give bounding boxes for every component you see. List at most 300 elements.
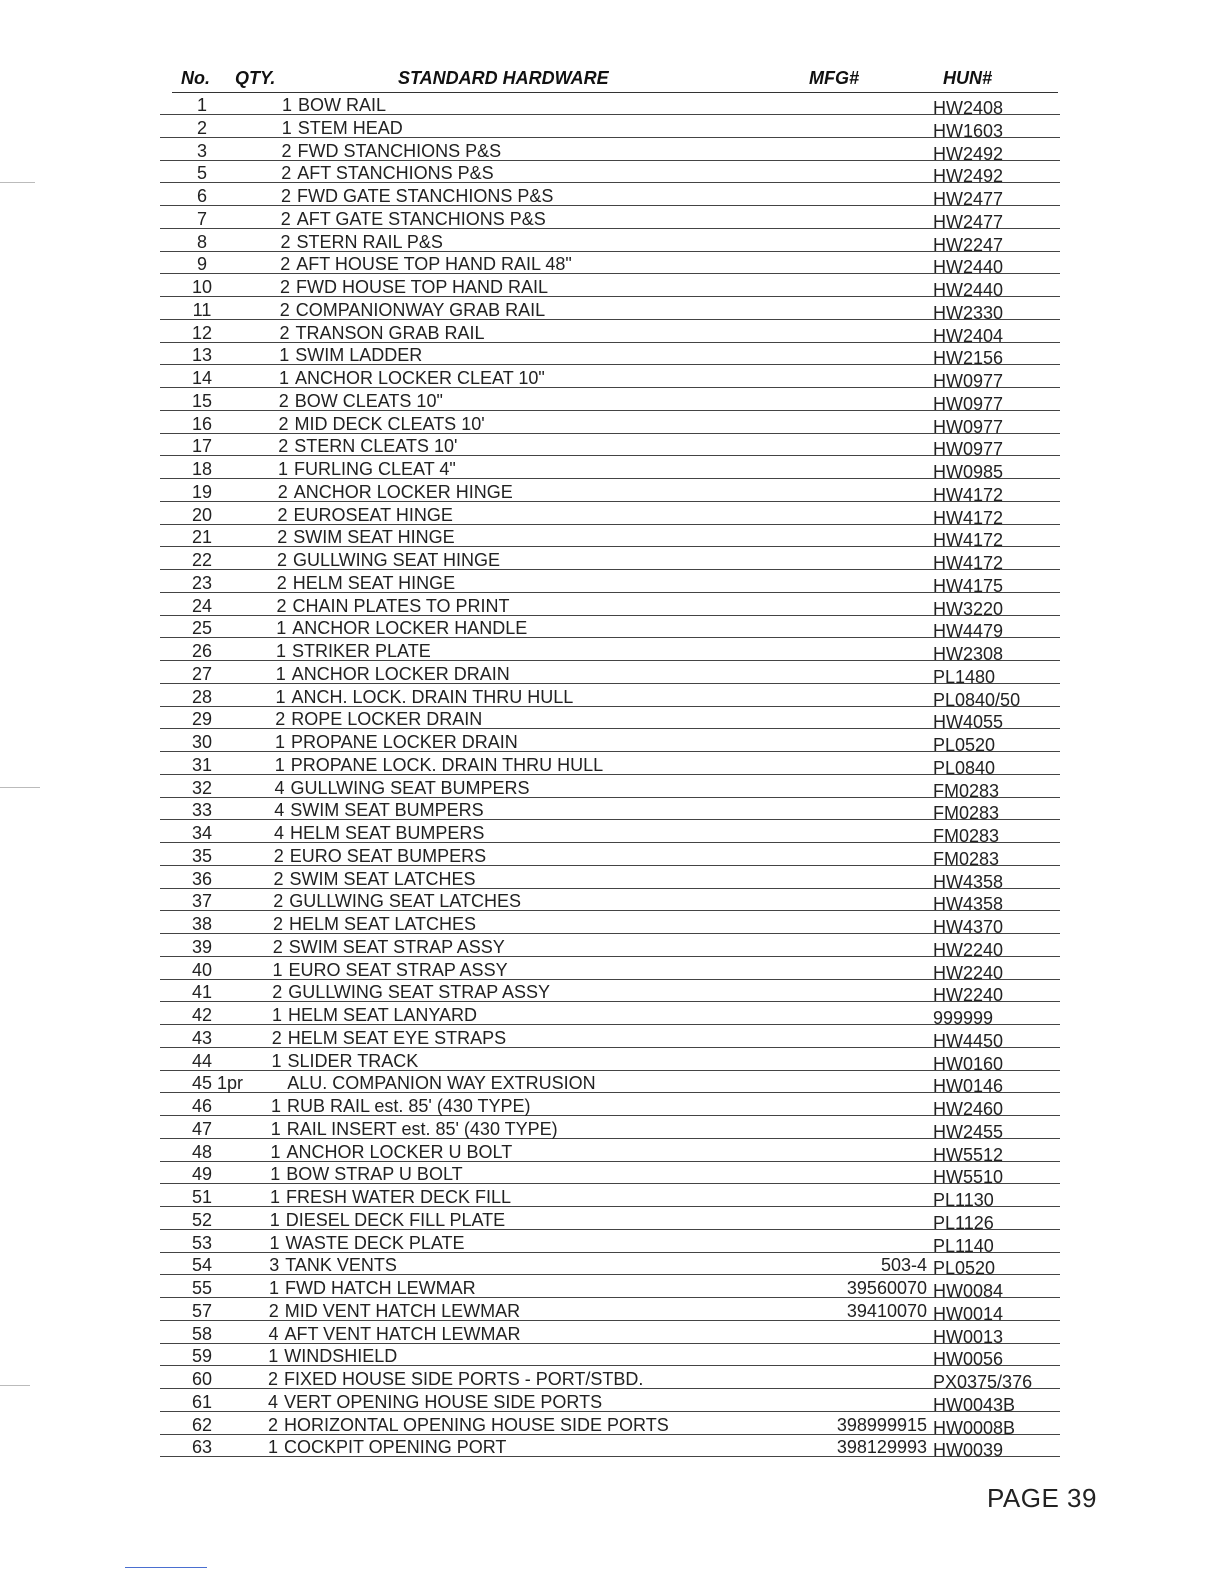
row-number: 34 bbox=[191, 823, 213, 843]
table-row bbox=[160, 1207, 1060, 1233]
scan-margin-mark bbox=[0, 1385, 30, 1386]
row-hun-number: PL1140 bbox=[933, 1235, 994, 1256]
row-description: ANCH. LOCK. DRAIN THRU HULL bbox=[291, 686, 574, 707]
row-number: 54 bbox=[191, 1255, 213, 1276]
row-hun-number: FM0283 bbox=[933, 780, 1000, 801]
table-row bbox=[160, 1343, 1060, 1370]
row-qty: 2 bbox=[278, 413, 289, 434]
table-row bbox=[160, 251, 1060, 278]
row-qty: 1 bbox=[268, 1437, 279, 1458]
row-hun-number: HW2240 bbox=[933, 962, 1004, 983]
row-description: ALU. COMPANION WAY EXTRUSION bbox=[287, 1073, 596, 1094]
row-hun-number: FM0283 bbox=[933, 848, 1000, 869]
row-number: 37 bbox=[191, 891, 213, 912]
row-hun-number: HW4358 bbox=[933, 871, 1004, 892]
row-description: ANCHOR LOCKER HANDLE bbox=[292, 618, 528, 639]
row-qty: 4 bbox=[274, 777, 285, 798]
row-hun-number: HW2408 bbox=[933, 98, 1004, 118]
row-number: 38 bbox=[191, 914, 213, 934]
row-number: 20 bbox=[191, 504, 213, 525]
row-qty: 2 bbox=[278, 436, 289, 457]
row-description: SWIM SEAT LATCHES bbox=[289, 868, 476, 889]
table-row bbox=[160, 456, 1060, 482]
row-number: 63 bbox=[191, 1437, 213, 1458]
row-hun-number: FM0283 bbox=[933, 803, 1000, 824]
row-number: 1 bbox=[196, 95, 207, 115]
row-qty: 2 bbox=[276, 595, 287, 616]
table-row bbox=[160, 911, 1060, 937]
row-number: 28 bbox=[191, 686, 213, 707]
row-hun-number: HW2477 bbox=[933, 211, 1004, 232]
row-number: 59 bbox=[191, 1346, 213, 1367]
row-number: 6 bbox=[196, 186, 207, 206]
row-hun-number: HW2460 bbox=[933, 1099, 1004, 1119]
table-row bbox=[160, 115, 1060, 141]
row-hun-number: HW0146 bbox=[933, 1076, 1004, 1097]
row-description: RUB RAIL est. 85' (430 TYPE) bbox=[287, 1096, 531, 1116]
row-number: 33 bbox=[191, 800, 213, 821]
row-qty: 2 bbox=[277, 481, 288, 502]
row-mfg-number: 398129993 bbox=[836, 1437, 927, 1458]
row-hun-number: HW1603 bbox=[933, 120, 1004, 141]
row-qty: 2 bbox=[271, 1027, 282, 1048]
table-row bbox=[160, 160, 1060, 187]
row-hun-number: HW2477 bbox=[933, 189, 1004, 209]
row-qty: 2 bbox=[280, 208, 291, 229]
row-qty: 1 bbox=[271, 1096, 282, 1116]
row-description: AFT VENT HATCH LEWMAR bbox=[284, 1323, 521, 1344]
row-number: 52 bbox=[191, 1209, 213, 1230]
row-hun-number: HW0013 bbox=[933, 1326, 1004, 1347]
row-number: 7 bbox=[196, 208, 207, 229]
row-description: FWD HOUSE TOP HAND RAIL bbox=[296, 277, 549, 297]
table-row bbox=[160, 684, 1060, 710]
row-qty: 2 bbox=[275, 709, 286, 730]
row-description: AFT STANCHIONS P&S bbox=[297, 163, 494, 184]
row-number: 12 bbox=[191, 322, 213, 343]
row-description: AFT HOUSE TOP HAND RAIL 48" bbox=[296, 254, 572, 275]
row-number: 19 bbox=[191, 481, 213, 502]
row-number: 40 bbox=[191, 959, 213, 980]
row-description: SWIM SEAT HINGE bbox=[293, 527, 455, 548]
row-number: 36 bbox=[191, 868, 213, 889]
row-number: 31 bbox=[191, 754, 213, 775]
row-description: MID VENT HATCH LEWMAR bbox=[284, 1300, 521, 1321]
row-qty: 2 bbox=[276, 572, 287, 593]
row-description: MID DECK CLEATS 10' bbox=[294, 413, 485, 434]
row-qty: 1 bbox=[270, 1187, 281, 1207]
row-description: EURO SEAT BUMPERS bbox=[289, 845, 487, 866]
row-hun-number: HW4172 bbox=[933, 484, 1004, 505]
row-hun-number: HW0056 bbox=[933, 1349, 1004, 1370]
table-row bbox=[160, 183, 1060, 209]
scan-bottom-mark bbox=[125, 1567, 207, 1568]
row-description: ANCHOR LOCKER DRAIN bbox=[291, 663, 510, 684]
row-hun-number: HW0160 bbox=[933, 1053, 1004, 1074]
row-number: 55 bbox=[191, 1278, 213, 1298]
row-description: FWD STANCHIONS P&S bbox=[297, 140, 502, 161]
row-hun-number: HW4370 bbox=[933, 917, 1004, 937]
table-row bbox=[160, 775, 1060, 801]
table-row bbox=[160, 1161, 1060, 1188]
row-hun-number: HW4172 bbox=[933, 553, 1004, 573]
row-qty: 1 bbox=[278, 459, 289, 479]
row-description: AFT GATE STANCHIONS P&S bbox=[296, 208, 546, 229]
row-hun-number: HW2492 bbox=[933, 166, 1004, 187]
row-description: HELM SEAT LANYARD bbox=[288, 1005, 478, 1025]
table-row bbox=[160, 752, 1060, 778]
row-hun-number: HW4175 bbox=[933, 575, 1004, 596]
row-hun-number: HW2308 bbox=[933, 644, 1004, 664]
row-qty: 1 bbox=[272, 959, 283, 980]
row-hun-number: HW5512 bbox=[933, 1144, 1004, 1165]
row-description: STERN RAIL P&S bbox=[296, 231, 443, 252]
row-description: BOW RAIL bbox=[298, 95, 387, 115]
table-row bbox=[160, 934, 1060, 960]
row-hun-number: HW4055 bbox=[933, 712, 1004, 733]
row-qty: 2 bbox=[268, 1414, 279, 1435]
table-row bbox=[160, 1048, 1060, 1074]
row-number: 16 bbox=[191, 413, 213, 434]
row-qty: 1 bbox=[275, 663, 286, 684]
row-number: 8 bbox=[196, 231, 207, 252]
table-row bbox=[160, 957, 1060, 983]
row-qty: 2 bbox=[281, 163, 292, 184]
row-description: WINDSHIELD bbox=[284, 1346, 398, 1367]
table-row bbox=[160, 274, 1060, 300]
table-row bbox=[160, 615, 1060, 642]
row-description: VERT OPENING HOUSE SIDE PORTS bbox=[284, 1391, 603, 1412]
table-row bbox=[160, 1252, 1060, 1279]
table-row bbox=[160, 502, 1060, 528]
row-description: DIESEL DECK FILL PLATE bbox=[285, 1209, 506, 1230]
row-hun-number: HW0014 bbox=[933, 1303, 1004, 1324]
table-row bbox=[160, 888, 1060, 915]
row-mfg-number: 39560070 bbox=[846, 1278, 927, 1298]
row-hun-number: PL0520 bbox=[933, 735, 996, 755]
row-qty: 1 bbox=[281, 117, 292, 138]
row-hun-number: HW2240 bbox=[933, 985, 1004, 1006]
row-number: 5 bbox=[196, 163, 207, 184]
row-hun-number: HW0977 bbox=[933, 416, 1004, 437]
table-row bbox=[160, 661, 1060, 687]
row-qty: 1 bbox=[270, 1141, 281, 1162]
row-description: GULLWING SEAT BUMPERS bbox=[290, 777, 530, 798]
row-description: EURO SEAT STRAP ASSY bbox=[288, 959, 508, 980]
row-description: STERN CLEATS 10' bbox=[294, 436, 458, 457]
row-qty: 2 bbox=[278, 390, 289, 411]
row-hun-number: HW2156 bbox=[933, 348, 1004, 369]
row-qty: 4 bbox=[274, 823, 285, 843]
table-row bbox=[160, 843, 1060, 869]
table-row bbox=[160, 479, 1060, 505]
row-hun-number: HW4450 bbox=[933, 1030, 1004, 1051]
row-description: RAIL INSERT est. 85' (430 TYPE) bbox=[286, 1118, 558, 1139]
row-description: SWIM SEAT BUMPERS bbox=[290, 800, 484, 821]
row-description: FURLING CLEAT 4" bbox=[294, 459, 456, 479]
row-description: SWIM SEAT STRAP ASSY bbox=[288, 936, 505, 957]
row-qty: 2 bbox=[277, 550, 288, 570]
row-number: 2 bbox=[196, 117, 207, 138]
row-hun-number: HW2330 bbox=[933, 302, 1004, 323]
row-hun-number: 999999 bbox=[933, 1008, 994, 1028]
row-description: FIXED HOUSE SIDE PORTS - PORT/STBD. bbox=[284, 1369, 644, 1389]
row-description: STRIKER PLATE bbox=[292, 641, 431, 661]
table-row bbox=[160, 388, 1060, 414]
row-number: 13 bbox=[191, 345, 213, 366]
row-description: TRANSON GRAB RAIL bbox=[295, 322, 485, 343]
row-description: GULLWING SEAT STRAP ASSY bbox=[288, 982, 550, 1003]
row-hun-number: HW0977 bbox=[933, 393, 1004, 414]
row-hun-number: PL0840 bbox=[933, 757, 996, 778]
row-qty: 2 bbox=[277, 527, 288, 548]
row-number: 21 bbox=[191, 527, 213, 548]
row-qty: 2 bbox=[268, 1300, 279, 1321]
row-qty: 1 bbox=[282, 95, 293, 115]
row-qty: 4 bbox=[274, 800, 285, 821]
row-hun-number: HW0985 bbox=[933, 462, 1004, 482]
row-number: 48 bbox=[191, 1141, 213, 1162]
row-number: 49 bbox=[191, 1164, 213, 1185]
row-hun-number: HW0084 bbox=[933, 1281, 1004, 1301]
table-row bbox=[160, 524, 1060, 551]
row-description: STEM HEAD bbox=[297, 117, 403, 138]
row-hun-number: HW5510 bbox=[933, 1167, 1004, 1188]
row-qty: 2 bbox=[268, 1369, 279, 1389]
table-row bbox=[160, 229, 1060, 255]
row-hun-number: HW4172 bbox=[933, 530, 1004, 551]
row-hun-number: PL0840/50 bbox=[933, 689, 1021, 710]
row-qty: 2 bbox=[273, 914, 284, 934]
row-hun-number: HW2404 bbox=[933, 325, 1004, 346]
row-number: 44 bbox=[191, 1050, 213, 1071]
row-description: CHAIN PLATES TO PRINT bbox=[292, 595, 510, 616]
row-number: 60 bbox=[191, 1369, 213, 1389]
row-qty: 2 bbox=[281, 186, 292, 206]
row-number: 51 bbox=[191, 1187, 213, 1207]
row-qty: 3 bbox=[269, 1255, 280, 1276]
row-description: FWD HATCH LEWMAR bbox=[285, 1278, 476, 1298]
row-number: 22 bbox=[191, 550, 213, 570]
table-row bbox=[160, 638, 1060, 664]
table-row bbox=[160, 320, 1060, 346]
header-mfg: MFG# bbox=[809, 68, 860, 88]
row-hun-number: HW4358 bbox=[933, 894, 1004, 915]
scan-margin-mark bbox=[0, 787, 40, 788]
table-row bbox=[160, 547, 1060, 573]
row-hun-number: HW2455 bbox=[933, 1121, 1004, 1142]
row-number: 46 bbox=[191, 1096, 213, 1116]
header-hun: HUN# bbox=[943, 68, 993, 88]
row-description: SWIM LADDER bbox=[295, 345, 423, 366]
header-standard-hardware: STANDARD HARDWARE bbox=[398, 68, 609, 88]
row-number: 23 bbox=[191, 572, 213, 593]
row-hun-number: HW4172 bbox=[933, 507, 1004, 528]
row-hun-number: HW4479 bbox=[933, 621, 1004, 642]
row-number: 15 bbox=[191, 390, 213, 411]
row-number: 30 bbox=[191, 732, 213, 752]
row-number: 18 bbox=[191, 459, 213, 479]
table-row bbox=[160, 1230, 1060, 1256]
table-row bbox=[160, 820, 1060, 846]
row-qty: 2 bbox=[280, 277, 291, 297]
row-qty: 1 bbox=[275, 732, 286, 752]
row-qty: 4 bbox=[268, 1391, 279, 1412]
row-qty: 2 bbox=[272, 936, 283, 957]
row-qty: 1 bbox=[276, 641, 287, 661]
row-number: 57 bbox=[191, 1300, 213, 1321]
row-qty: 1 bbox=[272, 1005, 283, 1025]
row-hun-number: PL0520 bbox=[933, 1258, 996, 1279]
table-row bbox=[160, 706, 1060, 733]
table-row bbox=[160, 593, 1060, 619]
row-qty: 1pr bbox=[217, 1073, 244, 1094]
table-row bbox=[160, 1434, 1060, 1461]
table-row bbox=[160, 570, 1060, 596]
row-hun-number: HW0977 bbox=[933, 439, 1004, 460]
row-description: HELM SEAT BUMPERS bbox=[290, 823, 485, 843]
scan-margin-mark bbox=[0, 182, 35, 183]
row-qty: 1 bbox=[274, 754, 285, 775]
row-number: 62 bbox=[191, 1414, 213, 1435]
table-row bbox=[160, 729, 1060, 755]
table-row bbox=[160, 433, 1060, 460]
row-number: 9 bbox=[196, 254, 207, 275]
row-qty: 4 bbox=[268, 1323, 279, 1344]
row-hun-number: FM0283 bbox=[933, 826, 1000, 846]
row-qty: 1 bbox=[276, 618, 287, 639]
row-hun-number: HW0008B bbox=[933, 1417, 1016, 1438]
row-qty: 2 bbox=[280, 254, 291, 275]
table-row bbox=[160, 297, 1060, 323]
row-qty: 1 bbox=[271, 1050, 282, 1071]
row-description: COCKPIT OPENING PORT bbox=[284, 1437, 507, 1458]
row-hun-number: HW2492 bbox=[933, 143, 1004, 164]
row-mfg-number: 503-4 bbox=[880, 1255, 927, 1276]
row-description: ROPE LOCKER DRAIN bbox=[291, 709, 483, 730]
row-number: 17 bbox=[191, 436, 213, 457]
row-description: FRESH WATER DECK FILL bbox=[286, 1187, 512, 1207]
row-hun-number: HW0039 bbox=[933, 1440, 1004, 1461]
table-row bbox=[160, 138, 1060, 164]
row-description: GULLWING SEAT HINGE bbox=[293, 550, 501, 570]
header-qty: QTY. bbox=[235, 68, 276, 88]
table-row bbox=[160, 1389, 1060, 1415]
table-row bbox=[160, 1184, 1060, 1210]
row-qty: 1 bbox=[269, 1278, 280, 1298]
table-row bbox=[160, 411, 1060, 437]
row-description: PROPANE LOCKER DRAIN bbox=[291, 732, 518, 752]
row-qty: 2 bbox=[273, 845, 284, 866]
row-description: ANCHOR LOCKER CLEAT 10" bbox=[295, 368, 545, 388]
row-number: 41 bbox=[191, 982, 213, 1003]
row-hun-number: HW0043B bbox=[933, 1394, 1016, 1415]
row-hun-number: HW2440 bbox=[933, 257, 1004, 278]
row-qty: 1 bbox=[275, 686, 286, 707]
row-mfg-number: 39410070 bbox=[846, 1300, 927, 1321]
table-row bbox=[160, 206, 1060, 232]
row-qty: 2 bbox=[273, 891, 284, 912]
table-row bbox=[160, 1116, 1060, 1142]
row-description: HORIZONTAL OPENING HOUSE SIDE PORTS bbox=[284, 1414, 669, 1435]
row-qty: 2 bbox=[280, 231, 291, 252]
row-number: 53 bbox=[191, 1232, 213, 1253]
row-description: WASTE DECK PLATE bbox=[285, 1232, 465, 1253]
row-hun-number: PL1126 bbox=[933, 1212, 994, 1233]
table-row bbox=[160, 92, 1060, 118]
row-hun-number: HW2240 bbox=[933, 939, 1004, 960]
table-row bbox=[160, 1025, 1060, 1051]
row-number: 10 bbox=[191, 277, 213, 297]
table-row bbox=[160, 1412, 1060, 1438]
row-qty: 1 bbox=[269, 1209, 280, 1230]
row-hun-number: HW3220 bbox=[933, 598, 1004, 619]
table-row bbox=[160, 979, 1060, 1006]
row-hun-number: PL1480 bbox=[933, 666, 996, 687]
row-qty: 2 bbox=[279, 322, 290, 343]
row-mfg-number: 398999915 bbox=[836, 1414, 927, 1435]
row-description: COMPANIONWAY GRAB RAIL bbox=[295, 299, 546, 320]
row-number: 39 bbox=[191, 936, 213, 957]
row-number: 58 bbox=[191, 1323, 213, 1344]
row-description: TANK VENTS bbox=[285, 1255, 397, 1276]
page-number: PAGE 39 bbox=[987, 1483, 1097, 1513]
row-number: 61 bbox=[191, 1391, 213, 1412]
row-description: HELM SEAT HINGE bbox=[292, 572, 456, 593]
row-qty: 1 bbox=[270, 1164, 281, 1185]
row-number: 32 bbox=[191, 777, 213, 798]
table-row bbox=[160, 1321, 1060, 1347]
row-description: ANCHOR LOCKER HINGE bbox=[293, 481, 513, 502]
row-qty: 2 bbox=[273, 868, 284, 889]
row-qty: 2 bbox=[279, 299, 290, 320]
row-description: PROPANE LOCK. DRAIN THRU HULL bbox=[290, 754, 604, 775]
table-row bbox=[160, 1070, 1060, 1097]
row-description: ANCHOR LOCKER U BOLT bbox=[286, 1141, 513, 1162]
row-number: 47 bbox=[191, 1118, 213, 1139]
row-hun-number: HW2247 bbox=[933, 234, 1004, 255]
row-number: 24 bbox=[191, 595, 213, 616]
row-qty: 2 bbox=[277, 504, 288, 525]
table-row bbox=[160, 1298, 1060, 1324]
table-row bbox=[160, 1275, 1060, 1301]
row-number: 27 bbox=[191, 663, 213, 684]
row-number: 26 bbox=[191, 641, 213, 661]
row-description: HELM SEAT LATCHES bbox=[289, 914, 477, 934]
row-number: 14 bbox=[191, 368, 213, 388]
row-description: FWD GATE STANCHIONS P&S bbox=[297, 186, 554, 206]
row-number: 11 bbox=[192, 299, 212, 320]
table-row bbox=[160, 365, 1060, 391]
row-qty: 2 bbox=[281, 140, 292, 161]
table-row bbox=[160, 866, 1060, 892]
row-description: BOW CLEATS 10" bbox=[294, 390, 443, 411]
row-description: EUROSEAT HINGE bbox=[293, 504, 453, 525]
row-hun-number: PX0375/376 bbox=[933, 1372, 1033, 1392]
row-hun-number: PL1130 bbox=[933, 1190, 994, 1210]
row-description: GULLWING SEAT LATCHES bbox=[289, 891, 521, 912]
table-row bbox=[160, 1002, 1060, 1028]
row-number: 25 bbox=[191, 618, 213, 639]
table-row bbox=[160, 1093, 1060, 1119]
row-hun-number: HW2440 bbox=[933, 280, 1004, 300]
row-number: 42 bbox=[191, 1005, 213, 1025]
row-number: 3 bbox=[196, 140, 207, 161]
table-row bbox=[160, 1366, 1060, 1392]
row-qty: 1 bbox=[279, 345, 290, 366]
row-qty: 1 bbox=[268, 1346, 279, 1367]
row-description: HELM SEAT EYE STRAPS bbox=[287, 1027, 507, 1048]
